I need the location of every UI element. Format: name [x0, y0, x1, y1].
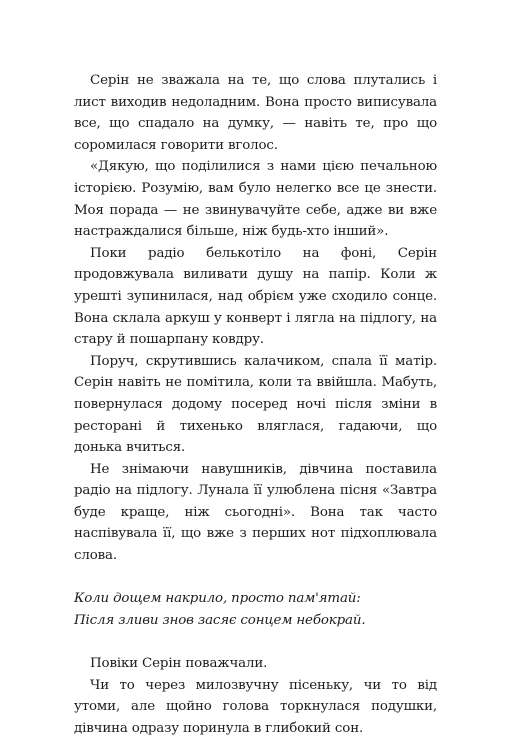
spacer [74, 631, 437, 653]
paragraph-1: Серін не зважала на те, що слова плутались і лист виходив недоладним. Вона просто виписувала все, що спадало на думку, — навіть те, про що соромилася говорити вголос. [74, 73, 437, 153]
spacer [74, 567, 437, 589]
verse-line-2: Після зливи знов засяє сонцем небокрай. [74, 612, 366, 628]
paragraph-3: Поки радіо белькотіло на фоні, Серін продовжувала виливати душу на папір. Коли ж урешті зупинилася, над обрієм уже сходило сонце. Вона склала аркуш у конверт і лягла на підлогу, на стару й пошарпану ковдру. [74, 245, 437, 348]
paragraph-2: «Дякую, що поділилися з нами цією печальною історією. Розумію, вам було нелегко все це знести. Моя порада — не звинувачуйте себе, адже ви вже настраждалися більше, ніж будь-хто інший». [74, 159, 437, 240]
paragraph-4: Поруч, скрутившись калачиком, спала її матір. Серін навіть не помітила, коли та ввійшла. Мабуть, повернулася додому посеред ночі після зміни в ресторані й тихенько вляглася, гадаючи, що донька вчиться. [74, 353, 437, 456]
page-text [74, 70, 437, 739]
verse-line-1: Коли дощем накрило, просто пам'ятай: [74, 591, 361, 607]
paragraph-7: Чи то через милозвучну пісеньку, чи то від утоми, але щойно голова торкнулася подушки, дівчина одразу поринула в глибокий сон. [74, 677, 437, 736]
paragraph-5: Не знімаючи навушників, дівчина поставила радіо на підлогу. Лунала її улюблена пісня «Завтра буде краще, ніж сьогодні». Вона так часто наспівувала її, що вже з перших нот підхоплювала слова. [74, 461, 437, 564]
paragraph-6: Повіки Серін поважчали. [90, 656, 268, 672]
